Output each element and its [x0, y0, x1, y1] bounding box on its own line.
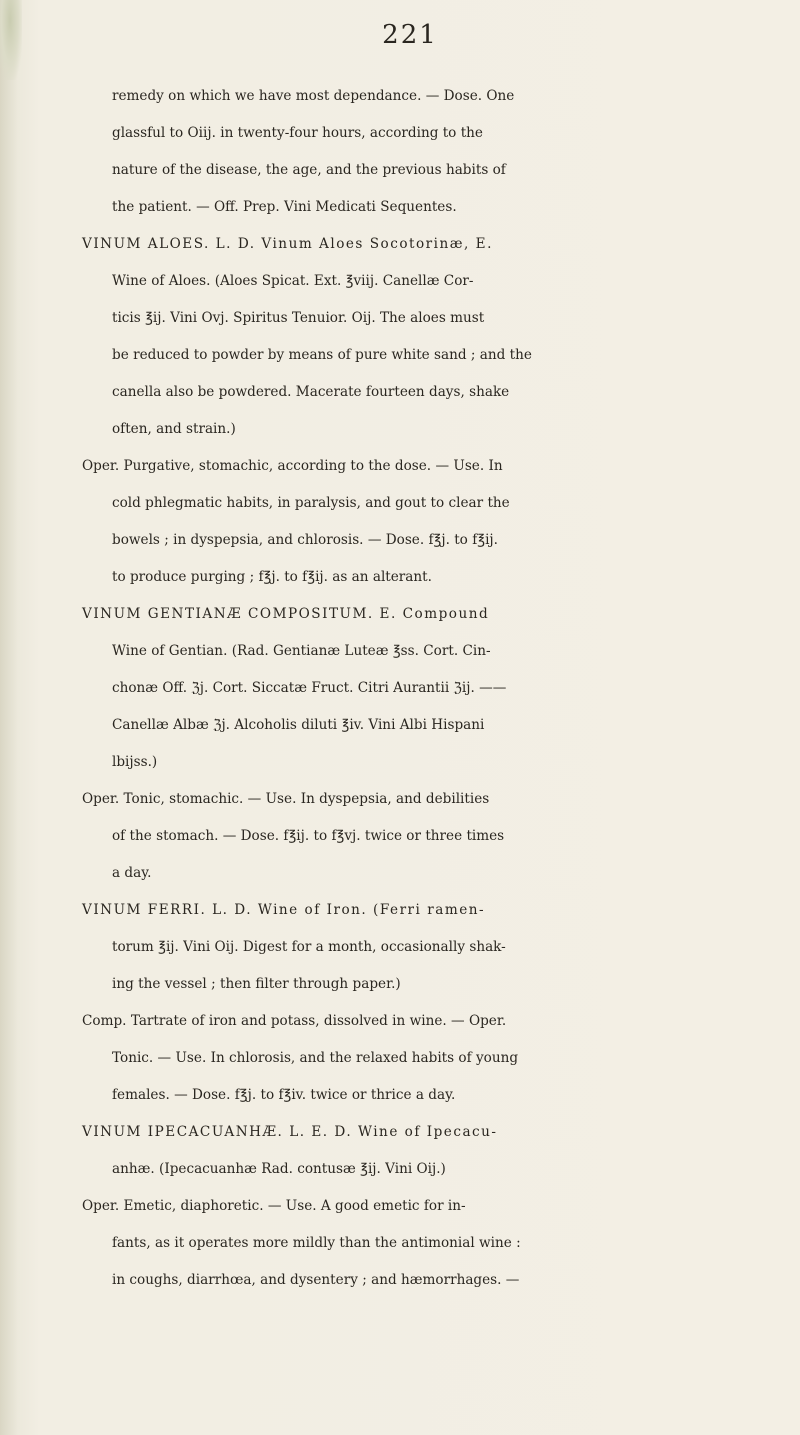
text-line: Comp. Tartrate of iron and potass, dissolved in wine. — Oper.: [82, 1013, 507, 1029]
text-line: Wine of Aloes. (Aloes Spicat. Ext. ℥viij. Canellæ Cor-: [112, 273, 474, 289]
text-line: remedy on which we have most dependance. — Dose. One: [112, 88, 515, 104]
text-line: lbijss.): [112, 754, 158, 770]
text-line: torum ℥ij. Vini Oij. Digest for a month, occasionally shak-: [112, 939, 506, 955]
text-line: cold phlegmatic habits, in paralysis, and gout to clear the: [112, 495, 510, 511]
text-line: glassful to Oiij. in twenty-four hours, according to the: [112, 125, 483, 141]
entry-heading-line: VINUM GENTIANÆ COMPOSITUM. E. Compound: [82, 606, 490, 622]
entry-heading-line: VINUM IPECACUANHÆ. L. E. D. Wine of Ipecacu-: [82, 1124, 498, 1140]
text-line: Oper. Tonic, stomachic. — Use. In dyspepsia, and debilities: [82, 791, 490, 807]
entry-heading-line: VINUM ALOES. L. D. Vinum Aloes Socotorinæ, E.: [82, 236, 493, 252]
text-line: females. — Dose. f℥j. to f℥iv. twice or thrice a day.: [112, 1087, 456, 1103]
text-line: Wine of Gentian. (Rad. Gentianæ Luteæ ℥ss. Cort. Cin-: [112, 643, 491, 659]
text-line: often, and strain.): [112, 421, 236, 437]
text-line: to produce purging ; f℥j. to f℥ij. as an alterant.: [112, 569, 432, 585]
text-line: Oper. Emetic, diaphoretic. — Use. A good emetic for in-: [82, 1198, 466, 1214]
body-text: [0, 78, 800, 1299]
text-line: nature of the disease, the age, and the previous habits of: [112, 162, 506, 178]
page-number: 221: [382, 20, 438, 50]
text-line: be reduced to powder by means of pure white sand ; and the: [112, 347, 532, 363]
text-line: ing the vessel ; then filter through paper.): [112, 976, 401, 992]
text-line: Tonic. — Use. In chlorosis, and the relaxed habits of young: [112, 1050, 519, 1066]
text-line: Oper. Purgative, stomachic, according to the dose. — Use. In: [82, 458, 503, 474]
text-line: in coughs, diarrhœa, and dysentery ; and hæmorrhages. —: [112, 1272, 520, 1288]
text-line: ticis ℥ij. Vini Ovj. Spiritus Tenuior. Oij. The aloes must: [112, 310, 485, 326]
text-line: canella also be powdered. Macerate fourteen days, shake: [112, 384, 510, 400]
text-line: Canellæ Albæ ℨj. Alcoholis diluti ℥iv. Vini Albi Hispani: [112, 717, 485, 733]
text-line: of the stomach. — Dose. f℥ij. to f℥vj. twice or three times: [112, 828, 505, 844]
entry-heading-line: VINUM FERRI. L. D. Wine of Iron. (Ferri ramen-: [82, 902, 486, 918]
text-line: a day.: [112, 865, 152, 881]
text-line: chonæ Off. ℨj. Cort. Siccatæ Fruct. Citri Aurantii ℨij. ——: [112, 680, 507, 696]
text-line: bowels ; in dyspepsia, and chlorosis. — Dose. f℥j. to f℥ij.: [112, 532, 498, 548]
text-line: fants, as it operates more mildly than the antimonial wine :: [112, 1235, 521, 1251]
text-line: the patient. — Off. Prep. Vini Medicati Sequentes.: [112, 199, 457, 215]
text-line: anhæ. (Ipecacuanhæ Rad. contusæ ℥ij. Vini Oij.): [112, 1161, 446, 1177]
